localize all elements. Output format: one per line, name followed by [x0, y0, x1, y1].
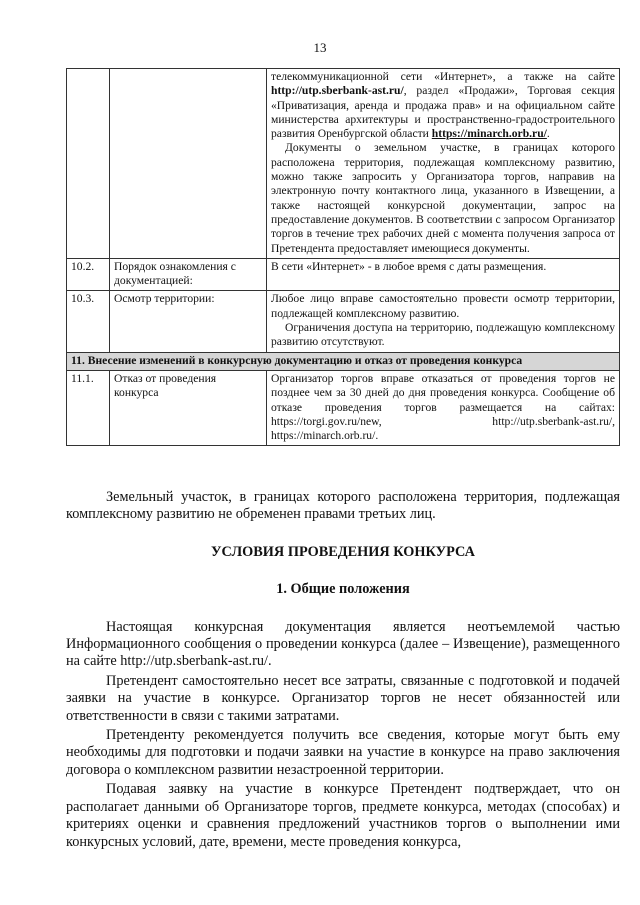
general-provisions-heading: 1. Общие положения [276, 581, 410, 598]
access-paragraph: Ограничения доступа на территорию, подлежащую комплексному развитию отсутствуют. [271, 321, 615, 349]
body-paragraph: Претендент самостоятельно несет все затраты, связанные с подготовкой и подачей заявки на участие в конкурсе. Организатор торгов не несет обязанностей или ответственности в связи с такими затратами. [66, 672, 620, 724]
section-heading-11: 11. Внесение изменений в конкурсную документацию и отказ от проведения конкурса [67, 352, 620, 370]
minarch-link[interactable]: https://minarch.orb.ru/ [431, 127, 547, 141]
conditions-table [66, 68, 620, 446]
inspection-paragraph: Любое лицо вправе самостоятельно провести осмотр территории, подлежащей комплексному развитию. [271, 292, 615, 320]
cell-name-empty [110, 69, 267, 259]
row-text: В сети «Интернет» - в любое время с даты размещения. [267, 258, 620, 291]
row-name: Осмотр территории: [110, 291, 267, 352]
encumbrance-paragraph: Земельный участок, в границах которого расположена территория, подлежащая комплексному развитию не обременен правами третьих лиц. [66, 489, 620, 523]
body-paragraph: Настоящая конкурсная документация является неотъемлемой частью Информационного сообщения о проведении конкурса (далее – Извещение), размещенного на сайте http://utp.sberbank-ast.ru/. [66, 618, 620, 670]
body-paragraph: Подавая заявку на участие в конкурсе Претендент подтверждает, что он располагает данными об Организаторе торгов, предмете конкурса, методах (способах) и критериях оценки и сравнения предложений участников торгов о выполнении ими конкурсных условий, дате, времени, месте проведения конкурса, [66, 781, 620, 850]
documents-request-paragraph: Документы о земельном участке, в границах которого расположена территория, подлежащая комплексному развитию, можно также запросить у Организатора торгов, направив на электронную почту контактного лица, указанного в Извещении, а также настоящей конкурсной документации, запрос на предоставление документов. В соответствии с запросом Организатор торгов в течение трех рабочих дней с момента получения запроса от Претендента предоставляет имеющиеся документы. [271, 141, 615, 255]
table-row-10-2 [67, 258, 620, 291]
table-section-row [67, 352, 620, 370]
row-name: Отказ от проведения конкурса [110, 370, 267, 445]
sberbank-link[interactable]: http://utp.sberbank-ast.ru/ [271, 84, 404, 98]
table-row-11-1 [67, 370, 620, 445]
publication-paragraph: телекоммуникационной сети «Интернет», а также на сайте http://utp.sberbank-ast.ru/, раздел «Продажи», Торговая секция «Приватизация, аренда и продажа прав» и на официальном сайте министерства архитектуры и пространственно-градостроительного развития Оренбургской области https://minarch.orb.ru/. [271, 70, 615, 141]
row-text [267, 291, 620, 352]
conditions-heading: УСЛОВИЯ ПРОВЕДЕНИЯ КОНКУРСА [211, 543, 475, 560]
table-row-continued [67, 69, 620, 259]
row-number: 10.3. [67, 291, 110, 352]
body-paragraph: Претенденту рекомендуется получить все сведения, которые могут быть ему необходимы для подготовки и подачи заявки на участие в конкурсе на право заключения договора о комплексном развитии незастроенной территории. [66, 727, 620, 778]
table-row-10-3 [67, 291, 620, 352]
row-number: 11.1. [67, 370, 110, 445]
row-number: 10.2. [67, 258, 110, 291]
cell-number-empty [67, 69, 110, 259]
row-name: Порядок ознакомления с документацией: [110, 258, 267, 291]
row-text: Организатор торгов вправе отказаться от проведения торгов не позднее чем за 30 дней до дня проведения конкурса. Сообщение об отказе проведения торгов размещается на сайтах: https://torgi.gov.ru/new, http://utp.sberbank-ast.ru/, https://minarch.orb.ru/. [267, 370, 620, 445]
cell-text [267, 69, 620, 259]
page-number: 13 [313, 40, 327, 55]
document-body [66, 489, 620, 851]
